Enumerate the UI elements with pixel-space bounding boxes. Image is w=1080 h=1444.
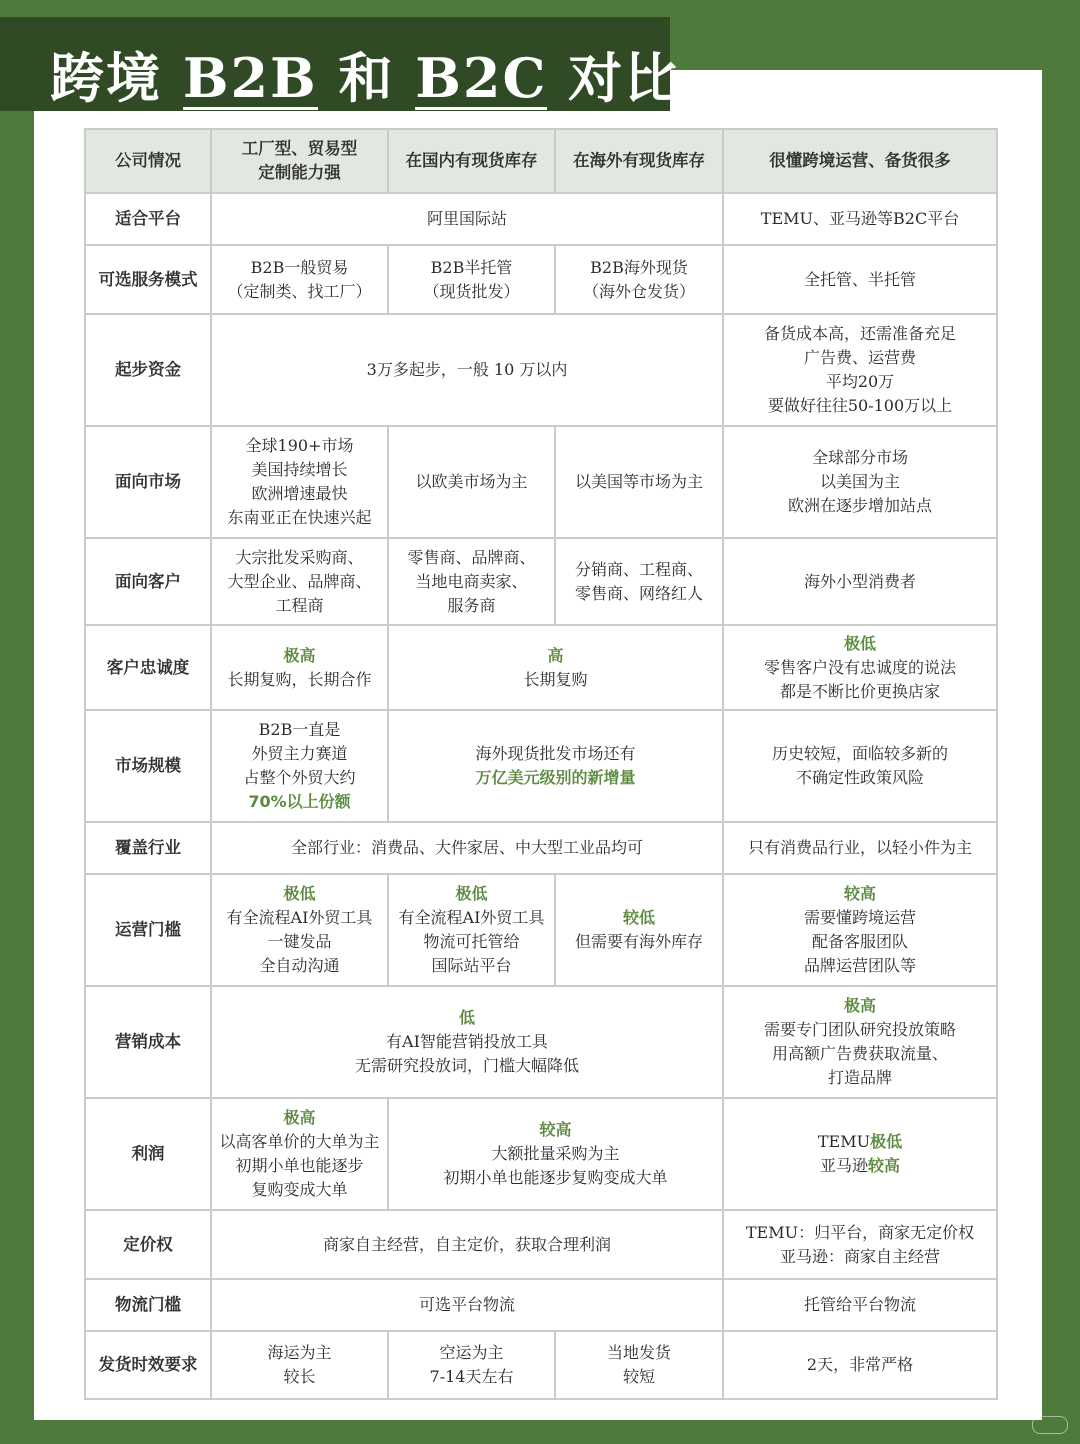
table-row: [85, 245, 997, 314]
table-cell: B2B半托管 （现货批发）: [388, 245, 555, 314]
row-label: 市场规模: [85, 710, 211, 822]
table-cell: B2B一直是 外贸主力赛道 占整个外贸大约 70%以上份额: [211, 710, 388, 822]
table-cell: 3万多起步，一般 10 万以内: [211, 314, 723, 426]
table-cell: 全托管、半托管: [723, 245, 997, 314]
table-cell: 可选平台物流: [211, 1279, 723, 1331]
table-row: [85, 625, 997, 710]
watermark-logo: [1032, 1416, 1068, 1434]
header-cell-factory: 工厂型、贸易型 定制能力强: [211, 129, 388, 193]
table-cell: 大宗批发采购商、 大型企业、品牌商、 工程商: [211, 538, 388, 625]
row-label: 面向市场: [85, 426, 211, 538]
table-cell: TEMU：归平台，商家无定价权 亚马逊：商家自主经营: [723, 1210, 997, 1279]
table-cell: 较高 需要懂跨境运营 配备客服团队 品牌运营团队等: [723, 874, 997, 986]
table-cell: 极高 长期复购，长期合作: [211, 625, 388, 710]
title-banner: [0, 17, 681, 111]
table-cell: 海外小型消费者: [723, 538, 997, 625]
row-label: 营销成本: [85, 986, 211, 1098]
table-cell: 全部行业：消费品、大件家居、中大型工业品均可: [211, 822, 723, 874]
header-cell-b2c-seller: 很懂跨境运营、备货很多: [723, 129, 997, 193]
row-label: 可选服务模式: [85, 245, 211, 314]
table-row: [85, 1331, 997, 1399]
header-row: [85, 129, 997, 193]
table-cell: 以美国等市场为主: [555, 426, 723, 538]
table-cell: B2B海外现货 （海外仓发货）: [555, 245, 723, 314]
table-cell: 备货成本高，还需准备充足 广告费、运营费 平均20万 要做好往往50-100万以上: [723, 314, 997, 426]
table-cell: 较低 但需要有海外库存: [555, 874, 723, 986]
table-row: [85, 314, 997, 426]
row-label: 起步资金: [85, 314, 211, 426]
table-cell: 历史较短，面临较多新的 不确定性政策风险: [723, 710, 997, 822]
table-cell: 高 长期复购: [388, 625, 723, 710]
table-cell: 当地发货 较短: [555, 1331, 723, 1399]
row-label: 运营门槛: [85, 874, 211, 986]
table-cell: 托管给平台物流: [723, 1279, 997, 1331]
table-row: [85, 1210, 997, 1279]
table-row: [85, 193, 997, 245]
table-row: [85, 822, 997, 874]
table-row: [85, 986, 997, 1098]
header-cell-company: 公司情况: [85, 129, 211, 193]
table-row: [85, 538, 997, 625]
table-row: [85, 1098, 997, 1210]
row-label: 物流门槛: [85, 1279, 211, 1331]
table-cell: 全球190+市场 美国持续增长 欧洲增速最快 东南亚正在快速兴起: [211, 426, 388, 538]
table-row: [85, 874, 997, 986]
row-label: 面向客户: [85, 538, 211, 625]
table-cell: 以欧美市场为主: [388, 426, 555, 538]
table-cell: 商家自主经营，自主定价，获取合理利润: [211, 1210, 723, 1279]
table-cell: 极低 零售客户没有忠诚度的说法 都是不断比价更换店家: [723, 625, 997, 710]
table-cell: 较高 大额批量采购为主 初期小单也能逐步复购变成大单: [388, 1098, 723, 1210]
table-cell: 极低 有全流程AI外贸工具 物流可托管给 国际站平台: [388, 874, 555, 986]
table-cell: 极高 以高客单价的大单为主 初期小单也能逐步 复购变成大单: [211, 1098, 388, 1210]
table-cell: 分销商、工程商、 零售商、网络红人: [555, 538, 723, 625]
table-row: [85, 426, 997, 538]
table-cell: 全球部分市场 以美国为主 欧洲在逐步增加站点: [723, 426, 997, 538]
table-cell: 极高 需要专门团队研究投放策略 用高额广告费获取流量、 打造品牌: [723, 986, 997, 1098]
table-cell: 海运为主 较长: [211, 1331, 388, 1399]
row-label: 定价权: [85, 1210, 211, 1279]
row-label: 客户忠诚度: [85, 625, 211, 710]
row-label: 适合平台: [85, 193, 211, 245]
table-cell: 只有消费品行业，以轻小件为主: [723, 822, 997, 874]
row-label: 发货时效要求: [85, 1331, 211, 1399]
table-cell: TEMU、亚马逊等B2C平台: [723, 193, 997, 245]
table-cell: 零售商、品牌商、 当地电商卖家、 服务商: [388, 538, 555, 625]
header-cell-domestic-stock: 在国内有现货库存: [388, 129, 555, 193]
table-row: [85, 710, 997, 822]
table-cell: 极低 有全流程AI外贸工具 一键发品 全自动沟通: [211, 874, 388, 986]
table-cell: B2B一般贸易 （定制类、找工厂）: [211, 245, 388, 314]
header-cell-overseas-stock: 在海外有现货库存: [555, 129, 723, 193]
table-cell: 2天，非常严格: [723, 1331, 997, 1399]
table-cell: TEMU极低 亚马逊较高: [723, 1098, 997, 1210]
table-cell: 阿里国际站: [211, 193, 723, 245]
comparison-table: [84, 128, 998, 1400]
row-label: 覆盖行业: [85, 822, 211, 874]
table-row: [85, 1279, 997, 1331]
page-title: 跨境 B2B 和 B2C 对比: [50, 46, 681, 110]
table-cell: 低 有AI智能营销投放工具 无需研究投放词，门槛大幅降低: [211, 986, 723, 1098]
table-cell: 海外现货批发市场还有 万亿美元级别的新增量: [388, 710, 723, 822]
table-cell: 空运为主 7-14天左右: [388, 1331, 555, 1399]
row-label: 利润: [85, 1098, 211, 1210]
